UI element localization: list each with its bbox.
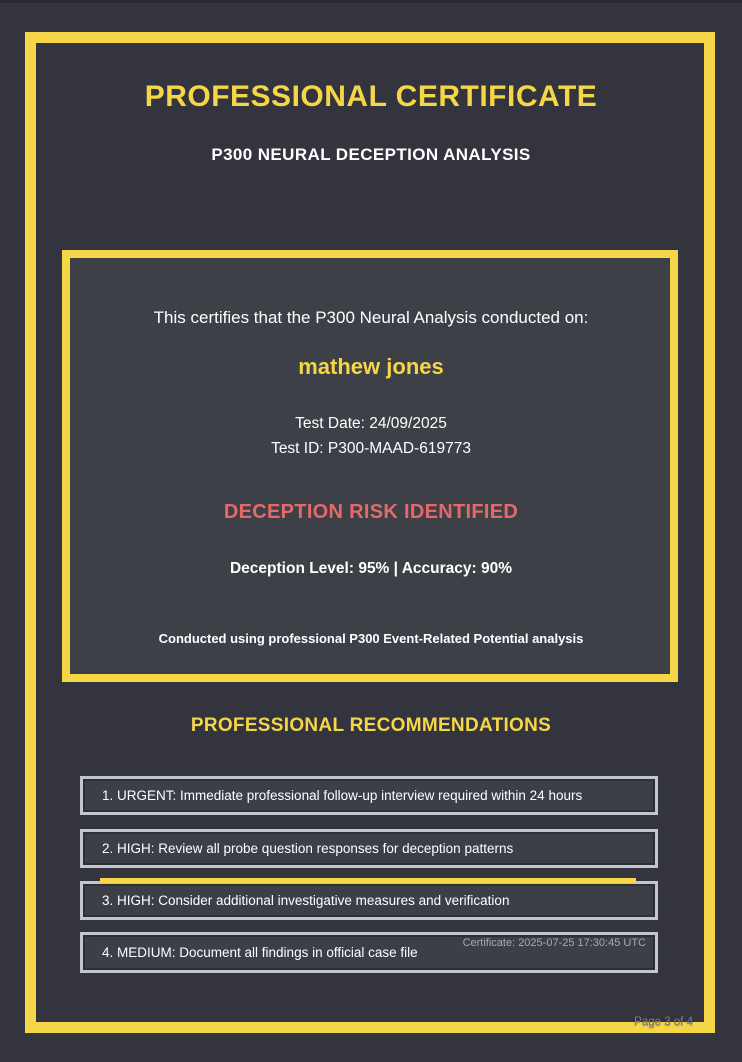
recommendation-item: 3. HIGH: Consider additional investigative measures and verification	[80, 881, 658, 920]
subject-name: mathew jones	[298, 354, 444, 379]
page-subtitle: P300 NEURAL DECEPTION ANALYSIS	[211, 145, 531, 164]
recommendation-item: 4. MEDIUM: Document all findings in official case file	[80, 932, 658, 973]
page-top-divider	[0, 0, 742, 3]
deception-stats: Deception Level: 95% | Accuracy: 90%	[229, 560, 513, 577]
recommendation-item: 1. URGENT: Immediate professional follow-up interview required within 24 hours	[80, 776, 658, 815]
page-number: Page 3 of 4	[634, 1016, 693, 1028]
risk-result-heading: DECEPTION RISK IDENTIFIED	[223, 501, 519, 523]
certify-statement: This certifies that the P300 Neural Analysis conducted on:	[153, 308, 589, 327]
recommendations-heading: PROFESSIONAL RECOMMENDATIONS	[190, 715, 552, 736]
test-date: Test Date: 24/09/2025	[295, 415, 447, 432]
page-title: PROFESSIONAL CERTIFICATE	[144, 80, 598, 113]
recommendation-item: 2. HIGH: Review all probe question responses for deception patterns	[80, 829, 658, 868]
test-id: Test ID: P300-MAAD-619773	[271, 440, 471, 457]
certificate-timestamp: Certificate: 2025-07-25 17:30:45 UTC	[462, 937, 646, 949]
yellow-highlight-bar	[100, 878, 636, 883]
method-note: Conducted using professional P300 Event-Related Potential analysis	[158, 631, 584, 646]
